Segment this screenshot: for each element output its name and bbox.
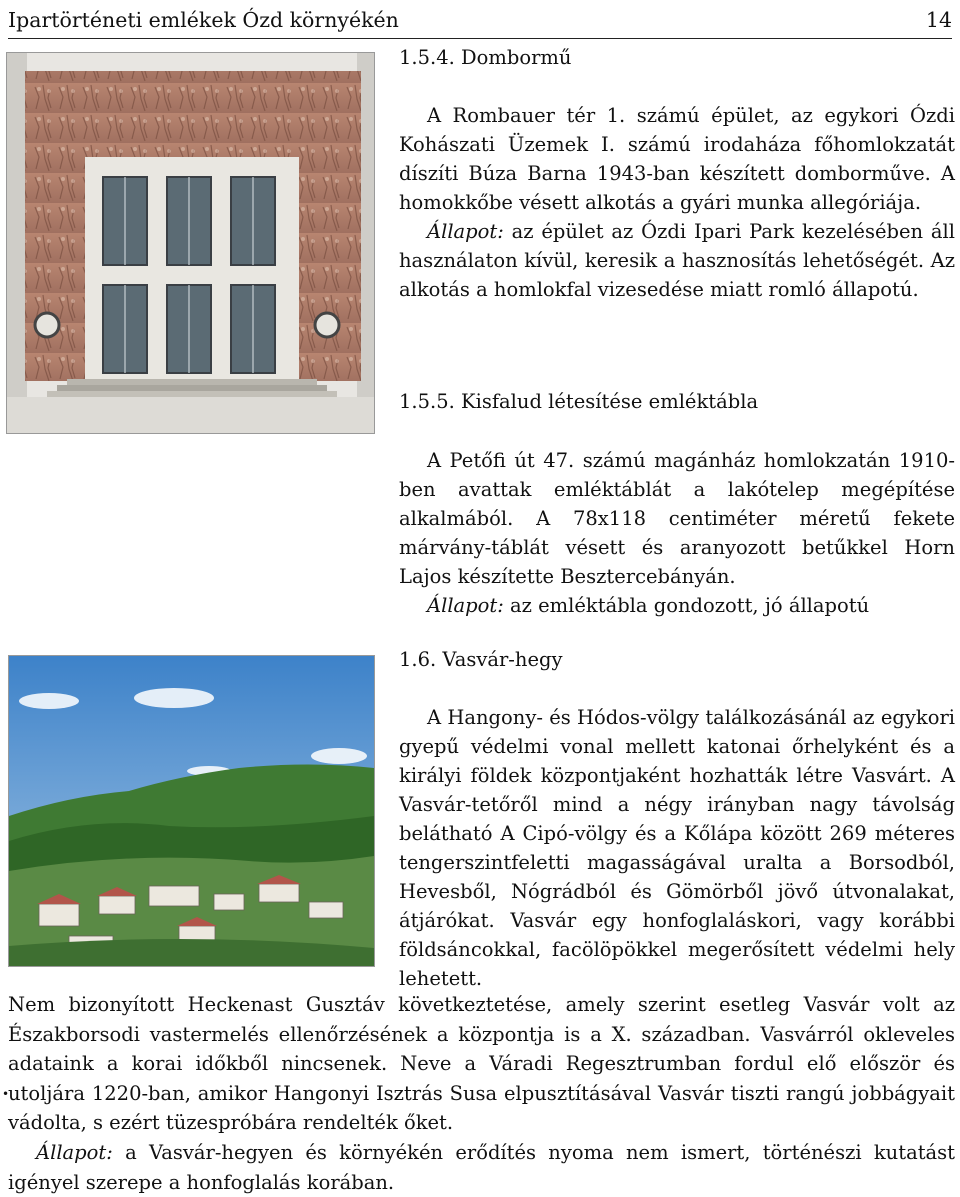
- paragraph: [399, 101, 955, 217]
- section-1-6-body: [399, 703, 955, 993]
- status-paragraph: [399, 591, 955, 620]
- vasvar-hill-photo: [8, 655, 375, 967]
- status-paragraph: [8, 1138, 955, 1197]
- page-header: [8, 4, 952, 39]
- section-1-5-4-body: [399, 101, 955, 304]
- section-heading: 1.6. Vasvár-hegy: [399, 648, 563, 671]
- running-title: Ipartörténeti emlékek Ózd környékén: [8, 8, 399, 32]
- status-label: Állapot:: [427, 594, 504, 617]
- section-heading: 1.5.5. Kisfalud létesítése emléktábla: [399, 390, 759, 413]
- paragraph: [399, 446, 955, 591]
- section-1-5-4: [399, 46, 955, 69]
- paragraph-text: A Petőfi út 47. számú magánház homlokzatán 1910-ben avattak emléktáblát a lakótelep megépítése alkalmából. A 78x118 centiméter méretű fekete márvány-táblát vésett és aranyozott betűkkel Horn Lajos készítette Besztercebányán.: [399, 449, 955, 588]
- stray-bullet-mark: •: [2, 1087, 10, 1101]
- paragraph-text: A Rombauer tér 1. számú épület, az egykori Ózdi Kohászati Üzemek I. számú irodaháza főhomlokzatát díszíti Búza Barna 1943-ban készített domborműve. A homokkőbe vésett alkotás a gyári munka allegóriája.: [399, 104, 955, 214]
- status-label: Állapot:: [427, 220, 504, 243]
- status-paragraph: [399, 217, 955, 304]
- status-label: Állapot:: [36, 1140, 113, 1164]
- paragraph: [399, 703, 955, 993]
- section-1-5-5-body: [399, 446, 955, 620]
- section-1-5-5: [399, 390, 955, 413]
- paragraph-text: A Hangony- és Hódos-völgy találkozásánál az egykori gyepű védelmi vonal mellett katonai őrhelyként és a királyi földek központjaként hozhatták létre Vasvárt. A Vasvár-tetőről mind a négy irányban nagy távolság belátható A Cipó-völgy és a Kőlápa között 269 méteres tengerszintfeletti magasságával uralta a Borsodból, Hevesből, Nógrádból és Gömörből jövő útvonalakat, átjárókat. Vasvár egy honfoglaláskori, vagy korábbi földsáncokkal, facölöpökkel megerősített védelmi hely lehetett.: [399, 706, 955, 990]
- section-heading: 1.5.4. Dombormű: [399, 46, 572, 69]
- paragraph-text: Nem bizonyított Heckenast Gusztáv következtetése, amely szerint esetleg Vasvár volt az Északborsodi vastermelés ellenőrzésének a központja is a X. században. Vasvárról okleveles adataink a korai időkből nincsenek. Neve a Váradi Regesztrumban fordul elő először és utoljára 1220-ban, amikor Hangonyi Isztrás Susa elpusztításával Vasvár tiszti rangú jobbágyait vádolta, s ezért tüzespróbára rendelték őket.: [8, 993, 955, 1135]
- status-text: az épület az Ózdi Ipari Park kezelésében áll használaton kívül, keresik a hasznosítás lehetőségét. Az alkotás a homlokfal vizesedése miatt romló állapotú.: [399, 220, 955, 301]
- page-number: 14: [925, 8, 952, 32]
- status-text: a Vasvár-hegyen és környékén erődítés nyoma nem ismert, történészi kutatást igényel szerepe a honfoglalás korában.: [8, 1140, 955, 1194]
- building-relief-photo: [6, 52, 375, 434]
- section-1-6-continuation: [8, 990, 955, 1197]
- section-1-6: [399, 648, 955, 671]
- status-text: az emléktábla gondozott, jó állapotú: [510, 594, 870, 617]
